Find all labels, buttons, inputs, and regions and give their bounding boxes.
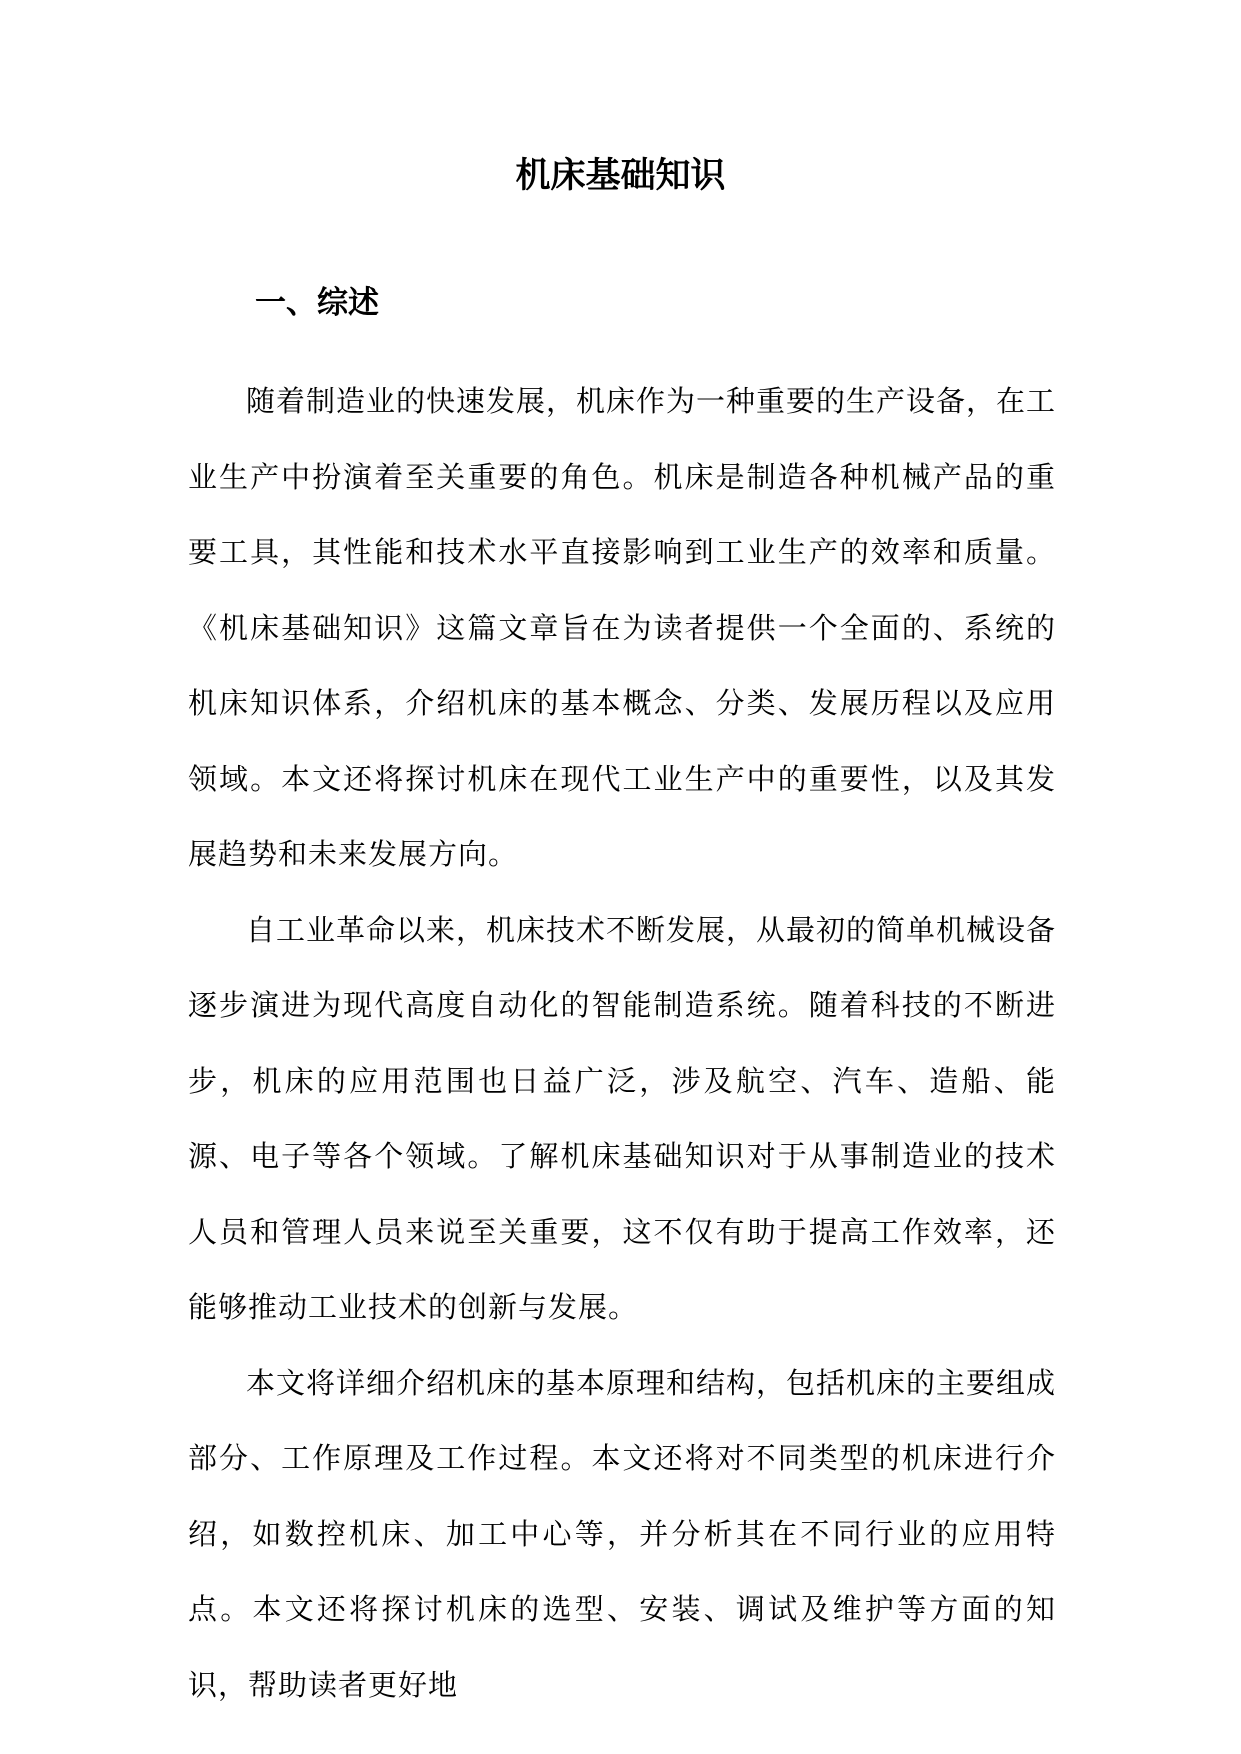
section-heading: 一、综述: [255, 285, 379, 321]
paragraph: 自工业革命以来，机床技术不断发展，从最初的简单机械设备逐步演进为现代高度自动化的智能制造系统。随着科技的不断进步，机床的应用范围也日益广泛，涉及航空、汽车、造船、能源、电子等各个领域。了解机床基础知识对于从事制造业的技术人员和管理人员来说至关重要，这不仅有助于提高工作效率，还能够推动工业技术的创新与发展。: [188, 912, 1057, 1324]
paragraph: 本文将详细介绍机床的基本原理和结构，包括机床的主要组成部分、工作原理及工作过程。本文还将对不同类型的机床进行介绍，如数控机床、加工中心等，并分析其在不同行业的应用特点。本文还将探讨机床的选型、安装、调试及维护等方面的知识，帮助读者更好地: [188, 1365, 1057, 1702]
paragraph: 随着制造业的快速发展，机床作为一种重要的生产设备，在工业生产中扮演着至关重要的角色。机床是制造各种机械产品的重要工具，其性能和技术水平直接影响到工业生产的效率和质量。《机床基础知识》这篇文章旨在为读者提供一个全面的、系统的机床知识体系，介绍机床的基本概念、分类、发展历程以及应用领域。本文还将探讨机床在现代工业生产中的重要性，以及其发展趋势和未来发展方向。: [188, 384, 1057, 871]
document-title: 机床基础知识: [515, 156, 726, 196]
body-text: [188, 364, 1056, 1723]
